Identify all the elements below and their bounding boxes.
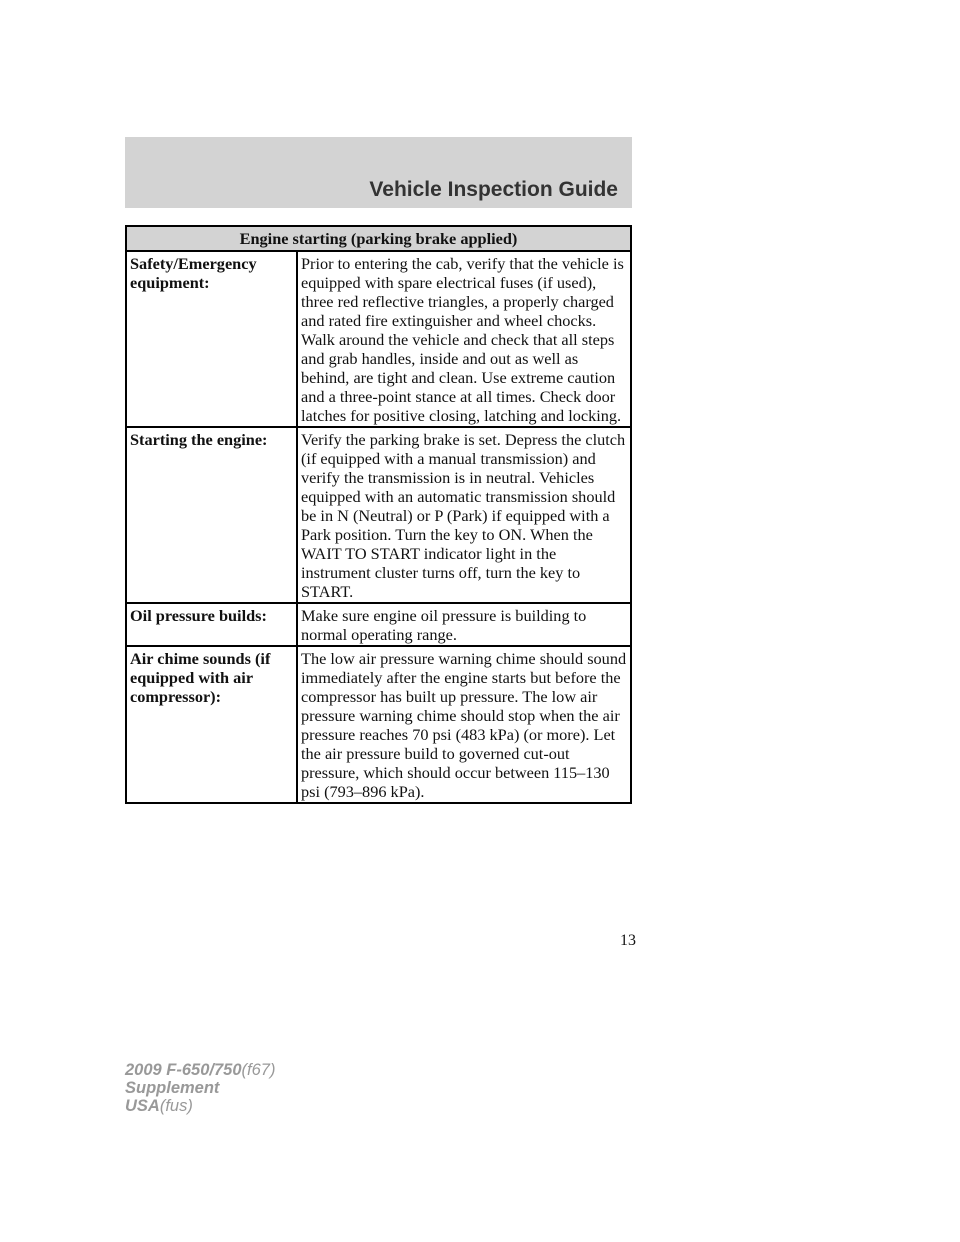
footer-market: USA: [125, 1097, 160, 1115]
row-label: Starting the engine:: [126, 427, 297, 603]
row-label: Air chime sounds (if equipped with air compressor):: [126, 646, 297, 803]
row-description: The low air pressure warning chime should sound immediately after the engine starts but before the compressor has built up pressure. The low air pressure warning chime should stop when the air pressure reaches 70 psi (483 kPa) (or more). Let the air pressure build to governed cut-out pressure, which should occur between 115–130 psi (793–896 kPa).: [297, 646, 631, 803]
header-band: [125, 137, 632, 208]
table-heading-row: [126, 226, 631, 251]
footer-supplement: Supplement: [125, 1079, 220, 1097]
page-number: 13: [620, 932, 636, 949]
footer-market-code: (fus): [159, 1097, 193, 1115]
table-row: [126, 603, 631, 646]
footer-model: 2009 F-650/750: [125, 1061, 242, 1079]
row-description: Make sure engine oil pressure is building to normal operating range.: [297, 603, 631, 646]
inspection-table: [125, 225, 632, 804]
table-row: [126, 251, 631, 427]
section-title: Vehicle Inspection Guide: [369, 178, 618, 201]
table-row: [126, 646, 631, 803]
row-label: Oil pressure builds:: [126, 603, 297, 646]
footer-model-code: (f67): [241, 1061, 276, 1079]
row-label: Safety/Emergency equipment:: [126, 251, 297, 427]
table-row: [126, 427, 631, 603]
footer-publication-info: [125, 1061, 275, 1115]
table-heading: Engine starting (parking brake applied): [126, 226, 631, 251]
row-description: Prior to entering the cab, verify that the vehicle is equipped with spare electrical fuses (if used), three red reflective triangles, a properly charged and rated fire extinguisher and wheel chocks. Walk around the vehicle and check that all steps and grab handles, inside and out as well as behind, are tight and clean. Use extreme caution and a three-point stance at all times. Check door latches for positive closing, latching and locking.: [297, 251, 631, 427]
row-description: Verify the parking brake is set. Depress the clutch (if equipped with a manual transmission) and verify the transmission is in neutral. Vehicles equipped with an automatic transmission should be in N (Neutral) or P (Park) if equipped with a Park position. Turn the key to ON. When the WAIT TO START indicator light in the instrument cluster turns off, turn the key to START.: [297, 427, 631, 603]
